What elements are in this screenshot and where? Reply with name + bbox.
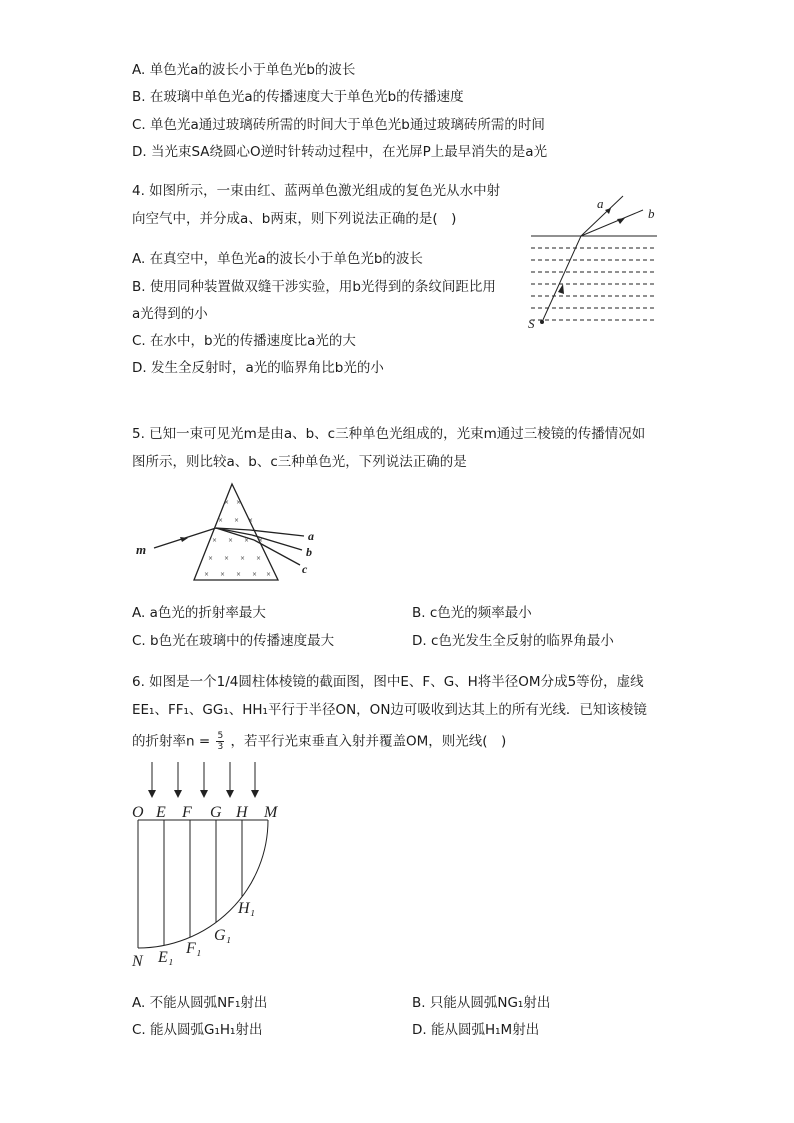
svg-text:×: × bbox=[204, 571, 210, 578]
q6-stem-line3 bbox=[132, 731, 506, 752]
svg-text:×: × bbox=[252, 571, 258, 578]
label-s: S bbox=[528, 316, 535, 331]
svg-text:×: × bbox=[208, 555, 214, 562]
q6-option-a: A. 不能从圆弧NF₁射出 bbox=[132, 995, 268, 1011]
q4-option-b-line2: a光得到的小 bbox=[132, 306, 208, 322]
q4-option-d: D. 发生全反射时，a光的临界角比b光的小 bbox=[132, 360, 384, 376]
q4-option-b-line1: B. 使用同种装置做双缝干涉实验，用b光得到的条纹间距比用 bbox=[132, 279, 496, 295]
label-h1: H₁ bbox=[238, 900, 256, 917]
refractive-index-fraction bbox=[216, 731, 224, 752]
label-e: E bbox=[156, 804, 166, 821]
source-point bbox=[540, 320, 544, 324]
q6-option-b: B. 只能从圆弧NG₁射出 bbox=[412, 995, 551, 1011]
label-b: b bbox=[306, 545, 312, 559]
q6-stem-line2: EE₁、FF₁、GG₁、HH₁平行于半径ON，ON边可吸收到达其上的所有光线．已知该棱镜 bbox=[132, 702, 647, 718]
svg-text:×: × bbox=[220, 571, 226, 578]
q5-stem-line2: 图所示，则比较a、b、c三种单色光，下列说法正确的是 bbox=[132, 454, 467, 470]
label-g1: G₁ bbox=[214, 927, 232, 944]
svg-text:×: × bbox=[236, 499, 242, 506]
arrow-heads bbox=[148, 790, 259, 798]
incident-arrows bbox=[152, 762, 255, 794]
out-ray-a bbox=[250, 530, 304, 536]
svg-text:×: × bbox=[224, 555, 230, 562]
q3-option-c: C. 单色光a通过玻璃砖所需的时间大于单色光b通过玻璃砖所需的时间 bbox=[132, 117, 545, 133]
prism-hatch-marks bbox=[204, 499, 271, 578]
svg-text:×: × bbox=[224, 499, 230, 506]
label-b: b bbox=[648, 206, 655, 221]
fraction-denominator: 3 bbox=[217, 742, 224, 752]
svg-text:×: × bbox=[256, 555, 262, 562]
label-g: G bbox=[210, 804, 222, 821]
svg-text:×: × bbox=[218, 517, 224, 524]
label-f: F bbox=[182, 804, 192, 821]
q4-refraction-figure bbox=[525, 188, 665, 336]
label-f1: F₁ bbox=[186, 940, 202, 957]
q4-stem-line1: 4. 如图所示，一束由红、蓝两单色激光组成的复色光从水中射 bbox=[132, 183, 501, 199]
ray-b-arrow-icon bbox=[617, 218, 625, 224]
label-a: a bbox=[308, 529, 314, 543]
q3-option-a: A. 单色光a的波长小于单色光b的波长 bbox=[132, 62, 356, 78]
incident-ray bbox=[542, 236, 581, 322]
q6-option-d: D. 能从圆弧H₁M射出 bbox=[412, 1022, 540, 1038]
ray-b bbox=[581, 210, 643, 236]
q4-stem-line2: 向空气中，并分成a、b两束，则下列说法正确的是( ) bbox=[132, 211, 457, 227]
label-m: m bbox=[136, 542, 147, 557]
q5-option-a: A. a色光的折射率最大 bbox=[132, 605, 266, 621]
q3-option-b: B. 在玻璃中单色光a的传播速度大于单色光b的传播速度 bbox=[132, 89, 464, 105]
label-h: H bbox=[236, 804, 248, 821]
q4-option-c: C. 在水中，b光的传播速度比a光的大 bbox=[132, 333, 356, 349]
svg-text:×: × bbox=[258, 537, 264, 544]
label-e1: E₁ bbox=[158, 949, 174, 966]
ray-a-arrow-icon bbox=[605, 208, 611, 214]
q6-stem-line3-pre: 的折射率n = bbox=[132, 733, 211, 750]
q5-prism-figure bbox=[132, 478, 332, 588]
q4-option-a: A. 在真空中，单色光a的波长小于单色光b的波长 bbox=[132, 251, 423, 267]
water-dash-lines bbox=[531, 248, 657, 320]
fraction-numerator: 5 bbox=[217, 731, 224, 741]
q5-option-c: C. b色光在玻璃中的传播速度最大 bbox=[132, 633, 335, 649]
q5-stem-line1: 5. 已知一束可见光m是由a、b、c三种单色光组成的，光束m通过三棱镜的传播情况如 bbox=[132, 426, 646, 442]
arc-nm bbox=[138, 820, 268, 948]
q3-option-d: D. 当光束SA绕圆心O逆时针转动过程中，在光屏P上最早消失的是a光 bbox=[132, 144, 548, 160]
q6-stem-line1: 6. 如图是一个1/4圆柱体棱镜的截面图，图中E、F、G、H将半径OM分成5等份，虚线 bbox=[132, 674, 644, 690]
label-o: O bbox=[132, 804, 144, 821]
svg-text:×: × bbox=[234, 517, 240, 524]
q6-stem-line3-post: ，若平行光束垂直入射并覆盖OM，则光线( ) bbox=[230, 733, 507, 750]
q5-option-d: D. c色光发生全反射的临界角最小 bbox=[412, 633, 614, 649]
svg-text:×: × bbox=[266, 571, 272, 578]
svg-text:×: × bbox=[244, 537, 250, 544]
svg-text:×: × bbox=[228, 537, 234, 544]
svg-text:×: × bbox=[236, 571, 242, 578]
label-a: a bbox=[597, 196, 604, 211]
q5-option-b: B. c色光的频率最小 bbox=[412, 605, 532, 621]
svg-text:×: × bbox=[212, 537, 218, 544]
label-m: M bbox=[264, 804, 278, 821]
svg-text:×: × bbox=[240, 555, 246, 562]
q6-option-c: C. 能从圆弧G₁H₁射出 bbox=[132, 1022, 263, 1038]
q6-quarter-cylinder-figure bbox=[128, 760, 293, 970]
label-n: N bbox=[132, 953, 143, 970]
label-c: c bbox=[302, 562, 308, 576]
svg-text:×: × bbox=[248, 517, 254, 524]
